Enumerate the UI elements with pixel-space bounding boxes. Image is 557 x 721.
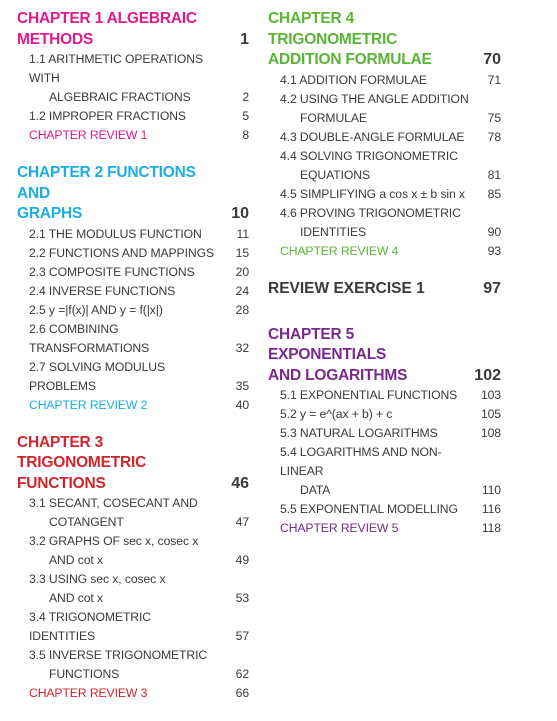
chapter-page-number: 10: [231, 205, 249, 222]
section-page-number: 110: [481, 483, 501, 497]
section-entry[interactable]: [17, 494, 249, 532]
section-page-number: 81: [487, 167, 501, 182]
chapter-heading[interactable]: [17, 163, 249, 225]
section-title-line: EQUATIONS: [300, 167, 370, 182]
section-page-number: 103: [480, 388, 501, 402]
section-title-line: CHAPTER REVIEW 3: [29, 686, 148, 700]
section-entry[interactable]: [17, 570, 249, 608]
section-entry[interactable]: [268, 386, 501, 405]
chapter-title: [17, 433, 249, 495]
section-title-line: 2.4 INVERSE FUNCTIONS: [29, 283, 176, 298]
section-title-line: 4.3 DOUBLE-ANGLE FORMULAE: [280, 129, 465, 144]
section-list: [268, 71, 501, 261]
section-page-number: 35: [235, 378, 249, 393]
section-title-line: 2.7 SOLVING MODULUS PROBLEMS: [29, 359, 166, 393]
chapter-title: [268, 9, 501, 71]
chapter-section: [17, 163, 249, 415]
toc-right-column: [268, 9, 501, 556]
section-title-line: 2.1 THE MODULUS FUNCTION: [29, 226, 202, 241]
section-entry[interactable]: [17, 263, 249, 282]
chapter-heading[interactable]: [268, 9, 501, 71]
section-title-line: 4.1 ADDITION FORMULAE: [280, 72, 427, 87]
section-entry[interactable]: [17, 50, 249, 107]
section-page-number: 40: [235, 397, 249, 412]
section-page-number: 93: [487, 243, 501, 258]
section-list: [268, 386, 501, 538]
section-title-line: DATA: [300, 483, 331, 497]
section-entry[interactable]: [268, 147, 501, 185]
review-exercise-title: REVIEW EXERCISE 1: [268, 279, 425, 297]
section-title-line: CHAPTER REVIEW 4: [280, 243, 399, 258]
section-title-line: 4.2 USING THE ANGLE ADDITION: [280, 91, 469, 106]
section-title-line: AND cot x: [49, 553, 103, 567]
section-list: [17, 225, 249, 415]
section-title-line: 3.4 TRIGONOMETRIC IDENTITIES: [29, 610, 151, 643]
section-page-number: 32: [235, 340, 249, 355]
section-page-number: 71: [487, 72, 501, 87]
section-title-line: 5.5 EXPONENTIAL MODELLING: [280, 502, 458, 516]
review-exercise-page: 97: [483, 279, 501, 297]
chapter-review-link[interactable]: [17, 126, 249, 145]
section-title-line: 5.2 y = e^(ax + b) + c: [280, 407, 393, 421]
chapter-page-number: 70: [483, 51, 501, 68]
toc-left-column: [17, 9, 249, 721]
section-page-number: 49: [235, 553, 249, 567]
section-entry[interactable]: [17, 532, 249, 570]
section-title-line: 5.3 NATURAL LOGARITHMS: [280, 426, 438, 440]
section-page-number: 28: [235, 302, 249, 317]
section-page-number: 105: [480, 407, 501, 421]
section-page-number: 62: [235, 667, 249, 681]
section-title-line: 1.1 ARITHMETIC OPERATIONS WITH: [29, 52, 204, 85]
section-title-line: IDENTITIES: [300, 224, 367, 239]
section-page-number: 5: [242, 109, 249, 123]
section-title-line: CHAPTER REVIEW 1: [29, 128, 148, 142]
section-page-number: 20: [235, 264, 249, 279]
section-entry[interactable]: [268, 500, 501, 519]
section-entry[interactable]: [268, 204, 501, 242]
section-entry[interactable]: [17, 244, 249, 263]
chapter-title-line: ADDITION FORMULAE: [268, 51, 432, 68]
chapter-title-line: CHAPTER 5 EXPONENTIALS: [268, 325, 387, 363]
section-entry[interactable]: [17, 107, 249, 126]
section-page-number: 53: [235, 591, 249, 605]
chapter-page-number: 46: [231, 474, 249, 492]
section-page-number: 108: [480, 426, 501, 440]
section-entry[interactable]: [268, 71, 501, 90]
chapter-page-number: 1: [240, 30, 249, 48]
section-title-line: 3.1 SECANT, COSECANT AND: [29, 496, 198, 510]
section-entry[interactable]: [268, 424, 501, 443]
section-title-line: 5.1 EXPONENTIAL FUNCTIONS: [280, 388, 458, 402]
chapter-heading[interactable]: [268, 325, 501, 387]
section-entry[interactable]: [17, 320, 249, 358]
chapter-title: [268, 325, 501, 387]
chapter-title-line: CHAPTER 4 TRIGONOMETRIC: [268, 10, 398, 48]
chapter-title-line: CHAPTER 1 ALGEBRAIC: [17, 10, 197, 27]
section-title-line: 2.2 FUNCTIONS AND MAPPINGS: [29, 245, 214, 260]
section-title-line: 2.5 y =|f(x)| AND y = f(|x|): [29, 302, 163, 317]
chapter-review-link[interactable]: [268, 242, 501, 261]
section-title-line: 3.5 INVERSE TRIGONOMETRIC: [29, 648, 208, 662]
chapter-heading[interactable]: [17, 433, 249, 495]
chapter-section: [268, 9, 501, 261]
section-page-number: 78: [487, 129, 501, 144]
section-title-line: 4.6 PROVING TRIGONOMETRIC: [280, 205, 461, 220]
review-exercise-heading[interactable]: [268, 279, 501, 299]
chapter-title-line: CHAPTER 3 TRIGONOMETRIC: [17, 433, 147, 471]
section-list: [17, 494, 249, 703]
section-page-number: 57: [235, 629, 249, 643]
chapter-section: [17, 433, 249, 704]
section-title-line: CHAPTER REVIEW 2: [29, 397, 148, 412]
section-entry[interactable]: [268, 443, 501, 500]
section-entry[interactable]: [268, 405, 501, 424]
section-title-line: AND cot x: [49, 591, 103, 605]
section-title-line: FORMULAE: [300, 110, 367, 125]
chapter-section: [268, 325, 501, 539]
section-page-number: 2: [242, 90, 249, 104]
section-page-number: 85: [487, 186, 501, 201]
chapter-heading[interactable]: [17, 9, 249, 50]
section-entry[interactable]: [268, 90, 501, 128]
chapter-section: [17, 9, 249, 145]
chapter-title-line: FUNCTIONS: [17, 474, 106, 492]
section-title-line: 4.4 SOLVING TRIGONOMETRIC: [280, 148, 458, 163]
section-page-number: 118: [481, 521, 501, 535]
section-page-number: 47: [235, 515, 249, 529]
section-title-line: 4.5 SIMPLIFYING a cos x ± b sin x: [280, 186, 465, 201]
section-title-line: 5.4 LOGARITHMS AND NON-LINEAR: [280, 445, 442, 478]
chapter-title: [17, 9, 249, 50]
section-page-number: 15: [235, 245, 249, 260]
section-page-number: 8: [242, 128, 249, 142]
section-title-line: 1.2 IMPROPER FRACTIONS: [29, 109, 186, 123]
section-entry[interactable]: [17, 646, 249, 684]
chapter-review-link[interactable]: [268, 519, 501, 538]
section-entry[interactable]: [17, 282, 249, 301]
chapter-review-link[interactable]: [17, 396, 249, 415]
section-title-line: ALGEBRAIC FRACTIONS: [49, 90, 191, 104]
chapter-title-line: AND LOGARITHMS: [268, 366, 408, 384]
section-title-line: 2.3 COMPOSITE FUNCTIONS: [29, 264, 195, 279]
section-page-number: 90: [487, 224, 501, 239]
section-entry[interactable]: [17, 301, 249, 320]
section-page-number: 24: [235, 283, 249, 298]
section-page-number: 66: [235, 686, 249, 700]
section-page-number: 11: [236, 226, 249, 241]
section-entry[interactable]: [17, 358, 249, 396]
section-entry[interactable]: [17, 225, 249, 244]
section-title-line: FUNCTIONS: [49, 667, 120, 681]
chapter-title: [17, 163, 249, 225]
section-title-line: COTANGENT: [49, 515, 124, 529]
section-title-line: 3.3 USING sec x, cosec x: [29, 572, 166, 586]
chapter-title-line: GRAPHS: [17, 205, 83, 222]
section-title-line: CHAPTER REVIEW 5: [280, 521, 399, 535]
section-entry[interactable]: [17, 608, 249, 646]
chapter-review-link[interactable]: [17, 684, 249, 703]
chapter-page-number: 102: [474, 366, 501, 384]
section-page-number: 75: [487, 110, 501, 125]
section-title-line: 2.6 COMBINING TRANSFORMATIONS: [29, 321, 150, 355]
section-title-line: 3.2 GRAPHS OF sec x, cosec x: [29, 534, 199, 548]
chapter-title-line: METHODS: [17, 30, 94, 48]
section-page-number: 116: [481, 502, 501, 516]
section-entry[interactable]: [268, 128, 501, 147]
section-entry[interactable]: [268, 185, 501, 204]
chapter-title-line: CHAPTER 2 FUNCTIONS AND: [17, 164, 196, 202]
section-list: [17, 50, 249, 145]
